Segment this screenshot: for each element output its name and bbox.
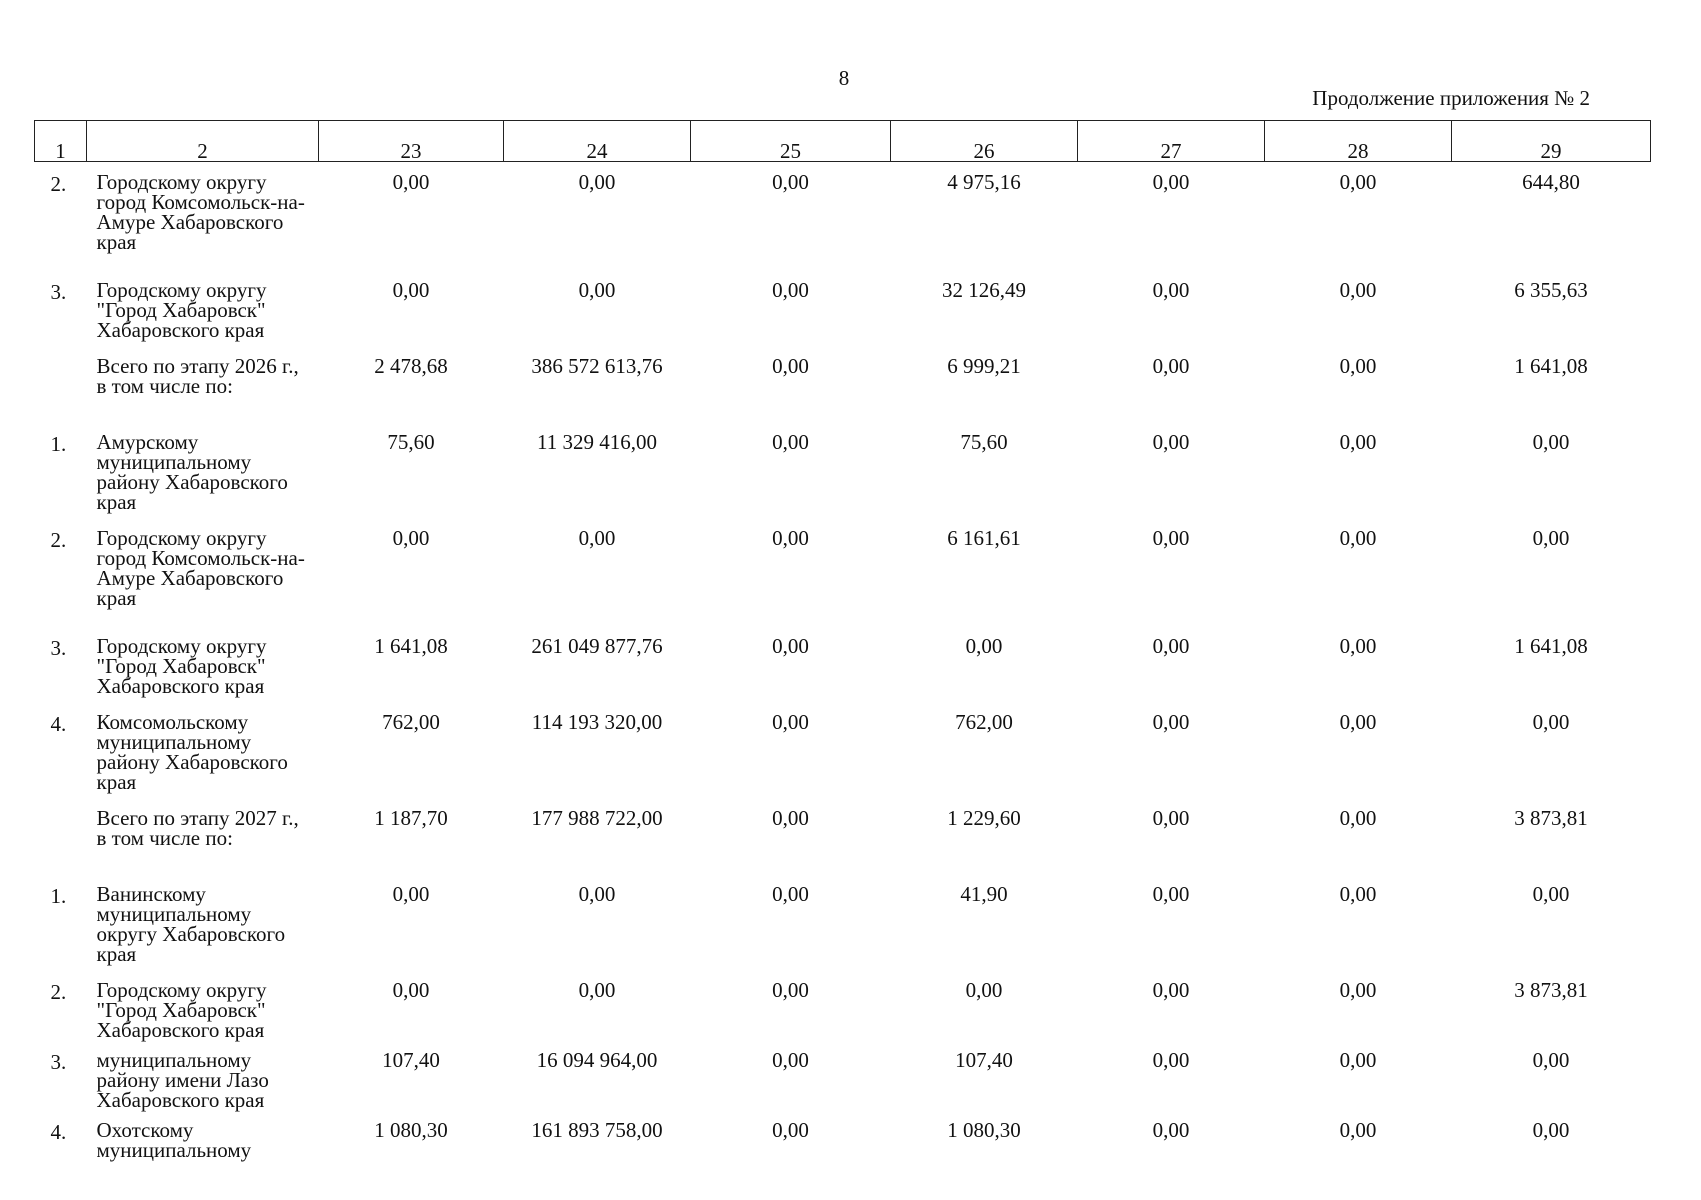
cell-col-24: 0,00 (578, 278, 616, 302)
row-number: 3. (50, 636, 67, 660)
cell-col-29: 0,00 (1532, 1048, 1570, 1072)
header-col-29: 29 (1452, 121, 1651, 162)
cell-col-26: 1 229,60 (947, 806, 1021, 830)
cell-col-25: 0,00 (772, 806, 809, 830)
table-row (35, 1110, 1651, 1172)
table-row-subtotal (35, 798, 1651, 874)
row-name: Всего по этапу 2027 г., в том числе по: (96, 806, 299, 850)
cell-col-29: 0,00 (1532, 526, 1570, 550)
cell-col-29: 1 641,08 (1514, 354, 1588, 378)
cell-col-27: 0,00 (1152, 170, 1190, 194)
appendix-continuation-label: Продолжение приложения № 2 (1312, 86, 1590, 110)
cell-col-27: 0,00 (1152, 710, 1190, 734)
cell-col-25: 0,00 (772, 882, 809, 906)
cell-col-27: 0,00 (1152, 1118, 1190, 1142)
cell-col-28: 0,00 (1339, 1118, 1377, 1142)
cell-col-26: 0,00 (965, 978, 1003, 1002)
cell-col-23: 1 080,30 (374, 1118, 448, 1142)
header-col-24: 24 (504, 121, 691, 162)
header-col-25: 25 (691, 121, 891, 162)
cell-col-28: 0,00 (1339, 354, 1377, 378)
cell-col-29: 3 873,81 (1514, 978, 1588, 1002)
cell-col-27: 0,00 (1152, 430, 1190, 454)
row-name: Городскому округу "Город Хабаровск" Хабаровского края (96, 978, 267, 1042)
cell-col-23: 0,00 (392, 278, 430, 302)
row-name: Ванинскому муниципальному округу Хабаровского края (96, 882, 286, 966)
table-row (35, 422, 1651, 518)
cell-col-24: 0,00 (578, 526, 616, 550)
row-name: Городскому округу город Комсомольск-на-Амуре Хабаровского края (96, 526, 305, 610)
row-name: муниципальному району имени Лазо Хабаровского края (96, 1048, 269, 1112)
cell-col-25: 0,00 (772, 710, 809, 734)
header-col-1: 1 (35, 121, 87, 162)
row-number: 2. (50, 528, 67, 552)
cell-col-27: 0,00 (1152, 526, 1190, 550)
cell-col-25: 0,00 (772, 354, 809, 378)
cell-col-27: 0,00 (1152, 354, 1190, 378)
cell-col-26: 41,90 (960, 882, 1008, 906)
row-number: 2. (50, 172, 67, 196)
cell-col-28: 0,00 (1339, 170, 1377, 194)
cell-col-27: 0,00 (1152, 806, 1190, 830)
row-number (35, 798, 87, 874)
cell-col-28: 0,00 (1339, 634, 1377, 658)
cell-col-27: 0,00 (1152, 278, 1190, 302)
cell-col-27: 0,00 (1152, 634, 1190, 658)
cell-col-24: 161 893 758,00 (531, 1118, 663, 1142)
cell-col-26: 0,00 (965, 634, 1003, 658)
table-row (35, 626, 1651, 702)
cell-col-24: 0,00 (578, 882, 616, 906)
row-number: 1. (50, 884, 67, 908)
cell-col-28: 0,00 (1339, 978, 1377, 1002)
table-row (35, 518, 1651, 626)
cell-col-23: 1 641,08 (374, 634, 448, 658)
row-name: Городскому округу город Комсомольск-на-Амуре Хабаровского края (96, 170, 305, 254)
page-number: 8 (838, 66, 850, 90)
row-number: 2. (50, 980, 67, 1004)
cell-col-25: 0,00 (772, 278, 809, 302)
row-number: 3. (50, 280, 67, 304)
cell-col-29: 6 355,63 (1514, 278, 1588, 302)
header-col-28: 28 (1265, 121, 1452, 162)
cell-col-28: 0,00 (1339, 278, 1377, 302)
cell-col-25: 0,00 (772, 634, 809, 658)
table-header (35, 121, 1651, 162)
cell-col-28: 0,00 (1339, 806, 1377, 830)
cell-col-23: 2 478,68 (374, 354, 448, 378)
row-name: Охотскому муниципальному (96, 1118, 252, 1162)
cell-col-25: 0,00 (772, 526, 809, 550)
cell-col-24: 177 988 722,00 (531, 806, 663, 830)
cell-col-26: 107,40 (955, 1048, 1013, 1072)
header-col-26: 26 (891, 121, 1078, 162)
cell-col-23: 0,00 (392, 170, 430, 194)
table-row (35, 702, 1651, 798)
cell-col-26: 6 999,21 (947, 354, 1021, 378)
cell-col-27: 0,00 (1152, 978, 1190, 1002)
row-name: Комсомольскому муниципальному району Хабаровского края (96, 710, 288, 794)
cell-col-29: 1 641,08 (1514, 634, 1588, 658)
cell-col-26: 6 161,61 (947, 526, 1021, 550)
row-name: Всего по этапу 2026 г., в том числе по: (96, 354, 299, 398)
cell-col-25: 0,00 (772, 978, 809, 1002)
cell-col-25: 0,00 (772, 1118, 809, 1142)
table-row (35, 874, 1651, 970)
row-number: 4. (50, 1120, 67, 1144)
cell-col-25: 0,00 (772, 430, 809, 454)
row-number: 1. (50, 432, 67, 456)
cell-col-24: 11 329 416,00 (537, 430, 657, 454)
cell-col-29: 0,00 (1532, 1118, 1570, 1142)
cell-col-24: 114 193 320,00 (531, 710, 663, 734)
cell-col-23: 0,00 (392, 526, 430, 550)
row-number: 3. (50, 1050, 67, 1074)
cell-col-26: 32 126,49 (942, 278, 1026, 302)
cell-col-27: 0,00 (1152, 882, 1190, 906)
cell-col-29: 0,00 (1532, 710, 1570, 734)
cell-col-29: 0,00 (1532, 882, 1570, 906)
cell-col-29: 644,80 (1522, 170, 1580, 194)
row-name: Городскому округу "Город Хабаровск" Хабаровского края (96, 634, 267, 698)
cell-col-28: 0,00 (1339, 710, 1377, 734)
cell-col-26: 4 975,16 (947, 170, 1021, 194)
table-body (35, 162, 1651, 1173)
row-number: 4. (50, 712, 67, 736)
table-row (35, 970, 1651, 1040)
cell-col-29: 0,00 (1532, 430, 1570, 454)
cell-col-24: 0,00 (578, 170, 616, 194)
header-row (35, 121, 1651, 162)
cell-col-26: 75,60 (960, 430, 1008, 454)
cell-col-26: 1 080,30 (947, 1118, 1021, 1142)
appendix-table (34, 120, 1651, 1172)
row-name: Городскому округу "Город Хабаровск" Хабаровского края (96, 278, 267, 342)
cell-col-23: 75,60 (387, 430, 435, 454)
table-row (35, 270, 1651, 346)
cell-col-26: 762,00 (955, 710, 1013, 734)
row-name: Амурскому муниципальному району Хабаровского края (96, 430, 288, 514)
cell-col-27: 0,00 (1152, 1048, 1190, 1072)
cell-col-24: 16 094 964,00 (536, 1048, 658, 1072)
header-col-23: 23 (319, 121, 504, 162)
row-number (35, 346, 87, 422)
cell-col-23: 0,00 (392, 978, 430, 1002)
cell-col-28: 0,00 (1339, 526, 1377, 550)
cell-col-28: 0,00 (1339, 430, 1377, 454)
cell-col-29: 3 873,81 (1514, 806, 1588, 830)
cell-col-25: 0,00 (772, 1048, 809, 1072)
cell-col-25: 0,00 (772, 170, 809, 194)
cell-col-23: 0,00 (392, 882, 430, 906)
cell-col-23: 107,40 (382, 1048, 440, 1072)
cell-col-23: 762,00 (382, 710, 440, 734)
cell-col-24: 0,00 (578, 978, 616, 1002)
cell-col-24: 386 572 613,76 (531, 354, 663, 378)
header-col-27: 27 (1078, 121, 1265, 162)
cell-col-24: 261 049 877,76 (531, 634, 663, 658)
table-row (35, 1040, 1651, 1110)
table-row-subtotal (35, 346, 1651, 422)
header-col-2: 2 (87, 121, 319, 162)
table-row (35, 162, 1651, 271)
cell-col-23: 1 187,70 (374, 806, 448, 830)
cell-col-28: 0,00 (1339, 882, 1377, 906)
cell-col-28: 0,00 (1339, 1048, 1377, 1072)
